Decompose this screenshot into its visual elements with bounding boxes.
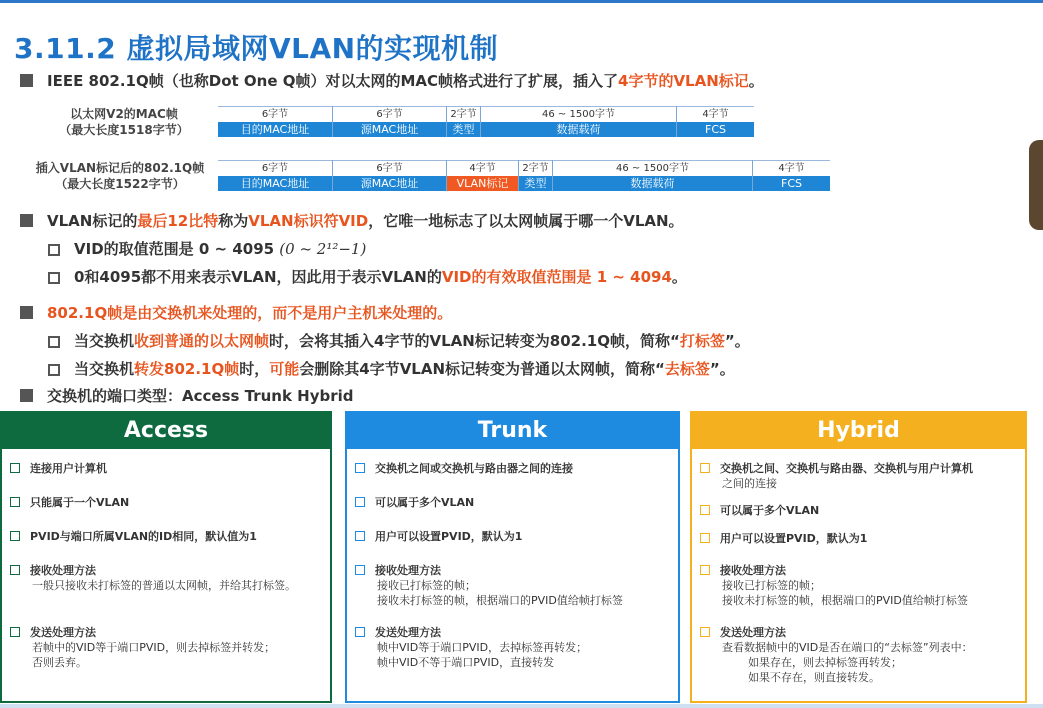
hybrid-item-detail: 接收已打标签的帧； [722,579,821,592]
frame2-cell-size: 4字节 [753,160,830,176]
checkbox-icon [355,531,365,541]
bullet-4-text: 交换机的端口类型：Access Trunk Hybrid [47,387,354,405]
page-title: 3.11.2 虚拟局域网VLAN的实现机制 [14,32,499,65]
trunk-item-4 [355,563,623,608]
bullet-2b-text: 0和4095都不用来表示VLAN，因此用于表示VLAN的 [74,268,442,286]
hybrid-item-head: 交换机之间、交换机与路由器、交换机与用户计算机 [720,462,973,475]
frame2-cell-field: 目的MAC地址 [218,176,332,191]
bullet-3b [48,358,735,379]
bullet-3b-mid2: 会删除其4字节VLAN标记转变为普通以太网帧，简称“ [299,360,665,378]
presenter-hand [1029,140,1043,230]
frame1-label-name: 以太网V2的MAC帧 [70,107,178,121]
bullet-3a-mid: 时，会将其插入4字节的VLAN标记转变为802.1Q帧，简称“ [269,332,680,350]
trunk-item-detail: 接收未打标签的帧，根据端口的PVID值给帧打标签 [377,594,623,607]
frame1-cell-field: 源MAC地址 [333,122,446,137]
hybrid-item-5 [700,625,973,685]
frame1-cell-size: 46 ~ 1500字节 [481,106,676,122]
bullet-3b-mid1: 时， [239,360,270,378]
bullet-square-icon [20,214,33,227]
bullet-3a-highlight-tag: 打标签 [679,332,725,350]
hybrid-item-2 [700,503,819,518]
frame2-cell-field: FCS [753,176,830,191]
frame1-cell-src-mac [332,106,446,137]
hybrid-item-1 [700,461,973,491]
trunk-panel [345,411,680,703]
frame2-cell-vlan-tag [446,160,518,191]
bullet-1-text: IEEE 802.1Q帧（也称Dot One Q帧）对以太网的MAC帧格式进行了扩展，插入了 [47,72,619,90]
checkbox-icon [10,565,20,575]
frame2-cell-size: 4字节 [447,160,518,176]
bullet-3a-end: ”。 [724,332,750,350]
bullet-3b-highlight-maybe: 可能 [269,360,300,378]
bottom-accent-line [0,704,1043,708]
frame1-cell-field: FCS [677,122,754,137]
trunk-item-head: 用户可以设置PVID，默认为1 [375,530,523,543]
bullet-2-mid: 称为 [218,212,249,230]
bullet-2b [48,266,687,287]
bullet-2a-text: VID的取值范围是 0 ~ 4095 [74,240,275,258]
hybrid-item-head: 发送处理方法 [720,626,786,639]
frame1-cell-field: 目的MAC地址 [218,122,332,137]
bullet-1-highlight: 4字节的VLAN标记 [618,72,749,90]
checkbox-icon [10,497,20,507]
bullet-2 [20,210,684,231]
frame2-label-length: （最大长度1522字节） [55,177,185,191]
frame1-cell-size: 6字节 [218,106,332,122]
frame2-cell-field: 源MAC地址 [333,176,446,191]
trunk-item-head: 交换机之间或交换机与路由器之间的连接 [375,462,573,475]
frame2-cell-size: 2字节 [519,160,552,176]
checkbox-icon [700,463,710,473]
hybrid-item-head: 接收处理方法 [720,564,786,577]
hybrid-item-detail: 查看数据帧中的VID是否在端口的“去标签”列表中： [722,641,973,654]
checkbox-icon [10,463,20,473]
access-panel [0,411,332,703]
frame1-cell-field: 数据载荷 [481,122,676,137]
bullet-3 [20,302,452,323]
frame2-cell-fcs [752,160,830,191]
frame2-cell-dst-mac [218,160,332,191]
frame2-cell-type [518,160,552,191]
access-item-head: 连接用户计算机 [30,462,107,475]
bullet-2a-formula: (0 ~ 2¹²−1) [279,240,367,258]
hybrid-item-head: 用户可以设置PVID，默认为1 [720,532,868,545]
top-accent-line [0,0,1043,3]
hybrid-item-detail: 接收未打标签的帧，根据端口的PVID值给帧打标签 [722,594,968,607]
frame2-cell-src-mac [332,160,446,191]
bullet-2a [48,238,366,259]
trunk-item-detail: 帧中VID不等于端口PVID，直接转发 [377,656,555,669]
bullet-3b-end: ”。 [709,360,735,378]
access-item-detail: 一般只接收未打标签的普通以太网帧，并给其打标签。 [32,579,296,592]
frame1-cell-fcs [676,106,754,137]
access-item-detail: 若帧中的VID等于端口PVID，则去掉标签并转发； [32,641,276,654]
checkbox-icon [48,364,60,376]
checkbox-icon [10,531,20,541]
checkbox-icon [48,336,60,348]
bullet-1-end: 。 [748,72,764,90]
frame2-cell-field: VLAN标记 [447,176,518,191]
frame1-cell-payload [480,106,676,137]
frame1-diagram [218,106,754,137]
access-item-head: 只能属于一个VLAN [30,496,130,509]
access-item-detail: 否则丢弃。 [32,656,87,669]
frame2-label-name: 插入VLAN标记后的802.1Q帧 [35,161,205,175]
bullet-2-highlight-bits: 最后12比特 [137,212,219,230]
trunk-item-detail: 接收已打标签的帧； [377,579,476,592]
checkbox-icon [700,505,710,515]
access-item-2 [10,495,129,510]
frame1-label [40,106,208,138]
checkbox-icon [48,244,60,256]
bullet-2-end: ，它唯一地标志了以太网帧属于哪一个VLAN。 [368,212,684,230]
hybrid-item-detail: 如果不存在，则直接转发。 [748,671,880,684]
frame2-label [22,160,218,192]
checkbox-icon [10,627,20,637]
access-item-3 [10,529,257,544]
bullet-3b-highlight-untag: 去标签 [664,360,710,378]
trunk-item-head: 可以属于多个VLAN [375,496,475,509]
frame1-cell-size: 6字节 [333,106,446,122]
hybrid-item-head: 可以属于多个VLAN [720,504,820,517]
access-panel-title: Access [2,413,330,449]
frame1-label-length: （最大长度1518字节） [59,123,189,137]
hybrid-panel [690,411,1027,703]
bullet-square-icon [20,389,33,402]
frame1-cell-dst-mac [218,106,332,137]
frame2-cell-field: 类型 [519,176,552,191]
access-item-5 [10,625,275,670]
bullet-2-highlight-vid: VLAN标识符VID [248,212,369,230]
bullet-3-text: 802.1Q帧是由交换机来处理的，而不是用户主机来处理的。 [47,304,453,322]
access-item-4 [10,563,296,593]
checkbox-icon [700,627,710,637]
checkbox-icon [355,463,365,473]
hybrid-panel-title: Hybrid [692,413,1025,449]
frame1-cell-size: 4字节 [677,106,754,122]
checkbox-icon [700,565,710,575]
frame2-cell-size: 46 ~ 1500字节 [553,160,752,176]
trunk-item-head: 发送处理方法 [375,626,441,639]
checkbox-icon [700,533,710,543]
bullet-3a-highlight: 收到普通的以太网帧 [134,332,270,350]
checkbox-icon [355,565,365,575]
frame2-cell-field: 数据载荷 [553,176,752,191]
checkbox-icon [48,272,60,284]
hybrid-item-4 [700,563,968,608]
frame2-cell-payload [552,160,752,191]
access-item-head: PVID与端口所属VLAN的ID相同，默认值为1 [30,530,257,543]
frame1-cell-field: 类型 [447,122,480,137]
bullet-square-icon [20,306,33,319]
bullet-3b-highlight: 转发802.1Q帧 [134,360,240,378]
bullet-1 [20,70,764,91]
trunk-item-3 [355,529,522,544]
frame1-cell-size: 2字节 [447,106,480,122]
frame2-cell-size: 6字节 [218,160,332,176]
frame2-diagram [218,160,830,191]
trunk-item-head: 接收处理方法 [375,564,441,577]
hybrid-item-detail: 如果存在，则去掉标签再转发； [748,656,902,669]
bullet-3b-text: 当交换机 [74,360,135,378]
access-item-head: 发送处理方法 [30,626,96,639]
bullet-2-text: VLAN标记的 [47,212,138,230]
hybrid-item-head-cont: 之间的连接 [722,477,777,490]
bullet-2b-end: 。 [671,268,687,286]
frame1-cell-type [446,106,480,137]
trunk-item-detail: 帧中VID等于端口PVID，去掉标签再转发； [377,641,588,654]
hybrid-item-3 [700,531,867,546]
frame2-cell-size: 6字节 [333,160,446,176]
bullet-4 [20,385,354,406]
access-item-head: 接收处理方法 [30,564,96,577]
bullet-3a-text: 当交换机 [74,332,135,350]
trunk-item-5 [355,625,587,670]
access-item-1 [10,461,107,476]
trunk-panel-title: Trunk [347,413,678,449]
trunk-item-1 [355,461,573,476]
trunk-item-2 [355,495,474,510]
bullet-2b-highlight: VID的有效取值范围是 1 ~ 4094 [441,268,672,286]
bullet-3a [48,330,750,351]
bullet-square-icon [20,74,33,87]
checkbox-icon [355,497,365,507]
checkbox-icon [355,627,365,637]
